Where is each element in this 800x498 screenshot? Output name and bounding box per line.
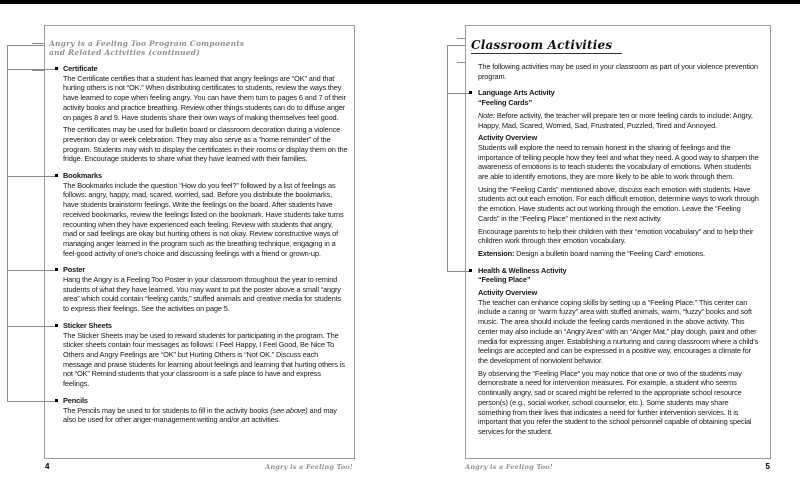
note-paragraph xyxy=(478,111,760,130)
certificate-paragraph-2: The certificates may be used for bulletin board or classroom decoration during a violence prevention day or week celebration. They may also serve as a “home reminder” of the program. Students may wish to display the certificates in their rooms or display them on the fridge. Encourage students to share what they have learned with their families. xyxy=(63,125,348,164)
section-sticker-sheets xyxy=(63,321,348,389)
note-label: Note: xyxy=(478,110,495,120)
activity-overview-label-1: Activity Overview xyxy=(478,133,538,143)
section-pencils xyxy=(63,396,348,425)
certificate-paragraph-1: The Certificate certifies that a student has learned that angry feelings are “OK” and that hurting others is not “OK.” When distributing certificates to students, review the ways they have learned to cope when feeling angry. You can have them turn to pages 6 and 7 of their activity books and practice breathing. Review other things students can do to diffuse anger on pages 8 and 9. Have students share their own ways of making themselves feel good. xyxy=(63,73,346,122)
sticker-sheets-paragraph: The Sticker Sheets may be used to reward students for participating in the program. The sticker sheets contain four messages as follows: I Feel Happy, I Feel Good, Be Nice To Others and Angry Feelings are “OK” but Hurting Others is “Not OK.” Discuss each message and praise students for learning about feelings and learning that hurting others is not “OK” Remind students that your classroom is a safe place to have and express feelings. xyxy=(63,330,345,389)
section-title-poster: Poster xyxy=(63,265,348,275)
left-page xyxy=(44,25,355,471)
language-arts-paragraph-2: Using the “Feeling Cards” mentioned above, discuss each emotion with students. Have students act out each emotion. For each difficult emotion, determine ways to work through the emotion. Have students act out working through the emotion. Leave the “Feeling Cards” in the “Feeling Place” mentioned in the next activity. xyxy=(478,184,759,223)
right-page-title xyxy=(471,38,760,54)
left-page-header xyxy=(49,40,348,57)
right-page-box xyxy=(465,25,771,459)
section-certificate xyxy=(63,64,348,164)
left-footer-title: Angry is a Feeling Too! xyxy=(265,463,353,471)
section-title-language-arts: Language Arts Activity xyxy=(478,88,760,98)
activity-overview-label-2: Activity Overview xyxy=(478,288,538,298)
right-footer-title: Angry is a Feeling Too! xyxy=(465,463,553,471)
right-page-title-text: Classroom Activities xyxy=(471,38,622,54)
intro-paragraph: The following activities may be used in your classroom as part of your violence prevention program. xyxy=(478,62,758,81)
language-arts-subtitle: “Feeling Cards” xyxy=(478,98,533,108)
right-page-number: 5 xyxy=(765,462,770,471)
right-page xyxy=(465,25,771,471)
left-page-number: 4 xyxy=(45,462,50,471)
extension-label: Extension: xyxy=(478,248,515,258)
pencils-paragraph xyxy=(63,406,348,425)
language-arts-paragraph-1: Students will explore the need to remain honest in the sharing of feelings and the importance of telling people how they feel and what they need. A good way to sharpen the awareness of emotions is to teach students the vocabulary of emotions. When students are able to identify emotions, they are more likely to be able to work through them. xyxy=(478,142,759,182)
section-language-arts xyxy=(478,88,760,258)
section-bookmarks xyxy=(63,171,348,258)
language-arts-paragraph-3: Encourage parents to help their children with their “emotion vocabulary” and to help their children work through their emotion vocabulary. xyxy=(478,226,754,246)
section-title-health-wellness: Health & Wellness Activity xyxy=(478,266,760,276)
health-wellness-subtitle: “Feeling Place” xyxy=(478,275,531,285)
bookmarks-paragraph: The Bookmarks include the question “How do you feel?” followed by a list of feelings as follows: angry, happy, mad, scared, worried, sad. Before you distribute the bookmarks, have students brainstorm feelings. Write the feelings on the board. After students have received bookmarks, review the feelings listed on the bookmark. Have students take turns recounting when they have experienced each feeling. Review with students that angry, mad or sad feelings are okay but hurting others is not okay. Review constructive ways of managing anger learned in the program such as the breathing technique, engaging in a feel-good activity of one's choice and discussing feelings with a friend or grown-up. xyxy=(63,180,344,258)
section-health-wellness xyxy=(478,266,760,437)
left-tree-line xyxy=(7,45,8,402)
left-page-box xyxy=(44,25,355,459)
extension-paragraph xyxy=(478,249,760,259)
header-line-2: and Related Activities (continued) xyxy=(49,47,200,57)
pencils-text-italic: (see above) xyxy=(270,405,308,415)
section-poster xyxy=(63,265,348,314)
section-title-bookmarks: Bookmarks xyxy=(63,171,348,181)
extension-text: Design a bulletin board naming the “Feeling Card” emotions. xyxy=(514,248,705,258)
pencils-text-pre: The Pencils may be used to for students to fill in the activity books xyxy=(63,405,271,415)
poster-paragraph: Hang the Angry is a Feeling Too Poster in your classroom throughout the year to remind students of what they have learned. You may want to put the poster above a small “angry area” which could contain “feeling cards,” stuffed animals and creative media for students to express their feelings. See the activities on page 5. xyxy=(63,275,342,314)
health-wellness-paragraph-1: The teacher can enhance coping skills by setting up a “Feeling Place.” This center can include a caring or “warm fuzzy” area with stuffed animals, warm, “fuzzy” books and soft music. The area should include the feeling cards mentioned in the above activity. This center may also include an “Angry Area” with an “Anger Mat,” play dough, paint and other media for expressing anger. Establishing a nurturing and caring classroom where a child's feelings are accepted and can be expressed in a positive way, encourages a climate for the development of nonviolent behavior. xyxy=(478,297,759,365)
right-tree-line xyxy=(447,45,448,272)
top-black-bar xyxy=(0,0,800,4)
header-line-1: Angry is a Feeling Too Program Components xyxy=(49,39,245,48)
note-text: Before activity, the teacher will prepare ten or more feeling cards to include: Angry, Happy, Mad, Scared, Worried, Sad, Frustrated, Puzzled, Tired and Annoyed. xyxy=(478,110,753,130)
section-title-pencils: Pencils xyxy=(63,396,348,406)
section-title-sticker-sheets: Sticker Sheets xyxy=(63,321,348,331)
section-title-certificate: Certificate xyxy=(63,64,348,74)
pencils-text-post: and may also be used for other anger-management writing and/or art activities. xyxy=(63,405,337,425)
health-wellness-paragraph-2: By observing the “Feeling Place” you may notice that one or two of the students may demonstrate a need for intervention measures. For example, a student who seems continually angry, sad or scared might be referred to the appropriate school resource person(s) (e.g., social worker, school counselor, etc.). Some students may share something from their lives that indicates a need for further intervention services. It is important that you refer the student to the school personnel capable of obtaining special services for the student. xyxy=(478,368,752,436)
